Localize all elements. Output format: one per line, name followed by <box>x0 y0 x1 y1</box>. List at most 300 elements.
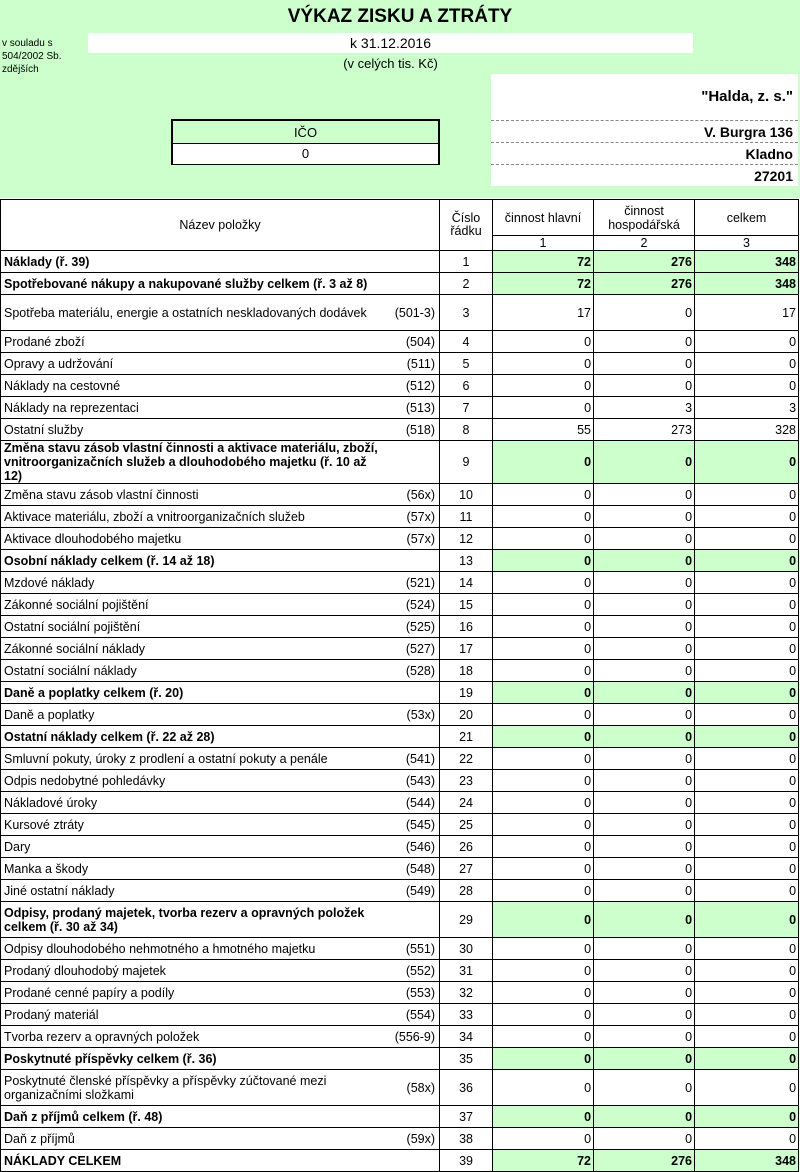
value-main[interactable]: 0 <box>493 550 594 572</box>
table-row <box>1 814 799 836</box>
account-code: (53x) <box>382 704 440 726</box>
account-code <box>382 1048 440 1070</box>
value-total[interactable]: 17 <box>695 295 799 331</box>
value-main[interactable]: 0 <box>493 726 594 748</box>
table-row <box>1 1150 799 1172</box>
value-main[interactable]: 72 <box>493 251 594 273</box>
row-number: 7 <box>440 397 493 419</box>
account-code: (504) <box>382 331 440 353</box>
value-main[interactable]: 0 <box>493 638 594 660</box>
value-economic[interactable]: 0 <box>594 572 695 594</box>
column-number-main: 1 <box>493 236 594 251</box>
value-total[interactable]: 0 <box>695 331 799 353</box>
row-number: 13 <box>440 550 493 572</box>
value-total[interactable]: 0 <box>695 484 799 506</box>
table-row <box>1 528 799 550</box>
value-economic[interactable]: 276 <box>594 1150 695 1172</box>
account-code: (57x) <box>382 506 440 528</box>
row-number: 3 <box>440 295 493 331</box>
row-number: 4 <box>440 331 493 353</box>
value-main[interactable]: 0 <box>493 880 594 902</box>
table-row <box>1 770 799 792</box>
value-economic[interactable]: 0 <box>594 616 695 638</box>
value-total[interactable]: 0 <box>695 682 799 704</box>
value-main[interactable]: 72 <box>493 273 594 295</box>
account-code <box>382 682 440 704</box>
table-row <box>1 748 799 770</box>
value-total[interactable]: 0 <box>695 353 799 375</box>
account-code: (552) <box>382 960 440 982</box>
value-economic[interactable]: 0 <box>594 836 695 858</box>
value-total[interactable]: 0 <box>695 506 799 528</box>
row-label: Opravy a udržování <box>1 353 382 375</box>
row-label: Daně a poplatky celkem (ř. 20) <box>1 682 382 704</box>
value-economic[interactable]: 0 <box>594 880 695 902</box>
value-economic[interactable]: 0 <box>594 726 695 748</box>
row-label: Zákonné sociální pojištění <box>1 594 382 616</box>
account-code: (527) <box>382 638 440 660</box>
value-main[interactable]: 0 <box>493 1004 594 1026</box>
row-number: 14 <box>440 572 493 594</box>
row-label: Manka a škody <box>1 858 382 880</box>
row-label: Daň z příjmů <box>1 1128 382 1150</box>
value-main[interactable]: 0 <box>493 331 594 353</box>
table-row <box>1 858 799 880</box>
row-number: 29 <box>440 902 493 938</box>
account-code: (528) <box>382 660 440 682</box>
row-label: Osobní náklady celkem (ř. 14 až 18) <box>1 550 382 572</box>
value-main[interactable]: 0 <box>493 836 594 858</box>
account-code: (548) <box>382 858 440 880</box>
row-number: 16 <box>440 616 493 638</box>
column-number-economic: 2 <box>594 236 695 251</box>
row-label: Mzdové náklady <box>1 572 382 594</box>
value-economic[interactable]: 0 <box>594 550 695 572</box>
legal-note-line: v souladu s <box>2 38 53 49</box>
value-total[interactable]: 328 <box>695 419 799 441</box>
value-economic[interactable]: 0 <box>594 814 695 836</box>
value-total[interactable]: 0 <box>695 572 799 594</box>
row-number: 28 <box>440 880 493 902</box>
account-code: (549) <box>382 880 440 902</box>
account-code: (544) <box>382 792 440 814</box>
value-main[interactable]: 0 <box>493 616 594 638</box>
row-label: Prodaný materiál <box>1 1004 382 1026</box>
value-total[interactable]: 348 <box>695 1150 799 1172</box>
account-code <box>382 902 440 938</box>
value-total[interactable]: 0 <box>695 1048 799 1070</box>
value-total[interactable]: 0 <box>695 748 799 770</box>
value-economic[interactable]: 0 <box>594 506 695 528</box>
row-label: Ostatní náklady celkem (ř. 22 až 28) <box>1 726 382 748</box>
value-main[interactable]: 0 <box>493 704 594 726</box>
value-main[interactable]: 0 <box>493 1070 594 1106</box>
value-economic[interactable]: 0 <box>594 982 695 1004</box>
value-main[interactable]: 0 <box>493 1128 594 1150</box>
report-header <box>0 0 800 198</box>
row-number: 26 <box>440 836 493 858</box>
column-header-main: činnost hlavní <box>493 200 594 236</box>
ico-label: IČO <box>173 121 438 144</box>
account-code <box>382 726 440 748</box>
table-row <box>1 419 799 441</box>
value-total[interactable]: 0 <box>695 902 799 938</box>
row-label: Smluvní pokuty, úroky z prodlení a ostatní pokuty a penále <box>1 748 382 770</box>
value-economic[interactable]: 0 <box>594 375 695 397</box>
row-label: Odpis nedobytné pohledávky <box>1 770 382 792</box>
account-code: (518) <box>382 419 440 441</box>
account-code <box>382 1150 440 1172</box>
report-units: (v celých tis. Kč) <box>343 56 438 71</box>
table-row <box>1 1128 799 1150</box>
row-label: Náklady na reprezentaci <box>1 397 382 419</box>
row-number: 38 <box>440 1128 493 1150</box>
value-total[interactable]: 0 <box>695 1026 799 1048</box>
account-code <box>382 251 440 273</box>
value-main[interactable]: 0 <box>493 960 594 982</box>
row-number: 21 <box>440 726 493 748</box>
value-main[interactable]: 0 <box>493 1026 594 1048</box>
value-main[interactable]: 0 <box>493 441 594 484</box>
value-main[interactable]: 0 <box>493 858 594 880</box>
row-number: 2 <box>440 273 493 295</box>
row-number: 17 <box>440 638 493 660</box>
organization-box <box>491 74 798 186</box>
report-title: VÝKAZ ZISKU A ZTRÁTY <box>287 6 513 27</box>
value-economic[interactable]: 276 <box>594 251 695 273</box>
account-code <box>382 1106 440 1128</box>
value-main[interactable]: 0 <box>493 353 594 375</box>
account-code: (543) <box>382 770 440 792</box>
organization-city[interactable]: Kladno <box>745 146 793 162</box>
table-row <box>1 397 799 419</box>
table-row <box>1 880 799 902</box>
row-number: 35 <box>440 1048 493 1070</box>
ico-box <box>171 119 440 165</box>
table-row <box>1 594 799 616</box>
row-label: Prodaný dlouhodobý majetek <box>1 960 382 982</box>
value-economic[interactable]: 0 <box>594 960 695 982</box>
row-number: 39 <box>440 1150 493 1172</box>
value-main[interactable]: 0 <box>493 770 594 792</box>
value-economic[interactable]: 273 <box>594 419 695 441</box>
value-economic[interactable]: 0 <box>594 938 695 960</box>
row-label: Aktivace dlouhodobého majetku <box>1 528 382 550</box>
table-row <box>1 1004 799 1026</box>
value-economic[interactable]: 0 <box>594 331 695 353</box>
organization-street[interactable]: V. Burgra 136 <box>704 124 793 140</box>
value-total[interactable]: 0 <box>695 1128 799 1150</box>
row-label: Nákladové úroky <box>1 792 382 814</box>
value-total[interactable]: 0 <box>695 660 799 682</box>
account-code: (521) <box>382 572 440 594</box>
row-label: Odpisy, prodaný majetek, tvorba rezerv a opravných položek celkem (ř. 30 až 34) <box>1 902 382 938</box>
table-row <box>1 960 799 982</box>
row-label: NÁKLADY CELKEM <box>1 1150 382 1172</box>
legal-note-line: 504/2002 Sb. <box>2 51 62 62</box>
value-main[interactable]: 0 <box>493 572 594 594</box>
value-total[interactable]: 0 <box>695 375 799 397</box>
row-number: 22 <box>440 748 493 770</box>
row-label: Odpisy dlouhodobého nehmotného a hmotného majetku <box>1 938 382 960</box>
row-label: Kursové ztráty <box>1 814 382 836</box>
value-main[interactable]: 0 <box>493 375 594 397</box>
value-total[interactable]: 0 <box>695 704 799 726</box>
account-code: (545) <box>382 814 440 836</box>
table-row <box>1 484 799 506</box>
table-row <box>1 251 799 273</box>
value-total[interactable]: 0 <box>695 982 799 1004</box>
profit-loss-table <box>0 199 799 1172</box>
account-code: (57x) <box>382 528 440 550</box>
value-main[interactable]: 0 <box>493 660 594 682</box>
value-economic[interactable]: 0 <box>594 902 695 938</box>
account-code: (511) <box>382 353 440 375</box>
row-label: Aktivace materiálu, zboží a vnitroorganizačních služeb <box>1 506 382 528</box>
table-row <box>1 506 799 528</box>
value-main[interactable]: 0 <box>493 506 594 528</box>
table-row <box>1 353 799 375</box>
account-code: (56x) <box>382 484 440 506</box>
value-economic[interactable]: 0 <box>594 441 695 484</box>
divider <box>491 164 798 165</box>
account-code <box>382 550 440 572</box>
table-row <box>1 1048 799 1070</box>
value-total[interactable]: 0 <box>695 726 799 748</box>
table-row <box>1 1070 799 1106</box>
row-number: 1 <box>440 251 493 273</box>
value-economic[interactable]: 0 <box>594 1070 695 1106</box>
row-number: 30 <box>440 938 493 960</box>
column-header-total: celkem <box>695 200 799 236</box>
account-code: (58x) <box>382 1070 440 1106</box>
value-total[interactable]: 0 <box>695 836 799 858</box>
value-economic[interactable]: 0 <box>594 594 695 616</box>
row-label: Spotřeba materiálu, energie a ostatních neskladovaných dodávek <box>1 295 382 331</box>
report-date[interactable]: k 31.12.2016 <box>88 33 693 53</box>
row-label: Daně a poplatky <box>1 704 382 726</box>
value-total[interactable]: 3 <box>695 397 799 419</box>
table-row <box>1 1106 799 1128</box>
value-economic[interactable]: 0 <box>594 748 695 770</box>
table-row <box>1 982 799 1004</box>
value-total[interactable]: 0 <box>695 938 799 960</box>
value-economic[interactable]: 0 <box>594 704 695 726</box>
row-label: Poskytnuté členské příspěvky a příspěvky zúčtované mezi organizačními složkami <box>1 1070 382 1106</box>
row-label: Náklady na cestovné <box>1 375 382 397</box>
table-row <box>1 295 799 331</box>
row-number: 36 <box>440 1070 493 1106</box>
legal-note <box>2 37 92 76</box>
row-label: Daň z příjmů celkem (ř. 48) <box>1 1106 382 1128</box>
column-header-row-no: Číslo řádku <box>440 200 493 251</box>
table-row <box>1 375 799 397</box>
value-main[interactable]: 0 <box>493 682 594 704</box>
value-economic[interactable]: 0 <box>594 484 695 506</box>
row-number: 24 <box>440 792 493 814</box>
row-number: 31 <box>440 960 493 982</box>
value-main[interactable]: 0 <box>493 528 594 550</box>
value-main[interactable]: 0 <box>493 1106 594 1128</box>
value-total[interactable]: 0 <box>695 814 799 836</box>
value-total[interactable]: 348 <box>695 273 799 295</box>
account-code <box>382 441 440 484</box>
table-row <box>1 792 799 814</box>
table-row <box>1 616 799 638</box>
row-number: 25 <box>440 814 493 836</box>
row-number: 5 <box>440 353 493 375</box>
account-code: (501-3) <box>382 295 440 331</box>
row-number: 9 <box>440 441 493 484</box>
row-number: 20 <box>440 704 493 726</box>
row-label: Prodané zboží <box>1 331 382 353</box>
value-main[interactable]: 0 <box>493 982 594 1004</box>
row-number: 11 <box>440 506 493 528</box>
table-row <box>1 682 799 704</box>
value-total[interactable]: 348 <box>695 251 799 273</box>
row-number: 6 <box>440 375 493 397</box>
row-label: Tvorba rezerv a opravných položek <box>1 1026 382 1048</box>
column-header-name: Název položky <box>1 200 440 251</box>
account-code: (556-9) <box>382 1026 440 1048</box>
value-economic[interactable]: 0 <box>594 770 695 792</box>
row-number: 18 <box>440 660 493 682</box>
row-number: 33 <box>440 1004 493 1026</box>
value-economic[interactable]: 0 <box>594 660 695 682</box>
row-label: Spotřebované nákupy a nakupované služby celkem (ř. 3 až 8) <box>1 273 382 295</box>
row-label: Poskytnuté příspěvky celkem (ř. 36) <box>1 1048 382 1070</box>
value-economic[interactable]: 0 <box>594 528 695 550</box>
account-code: (554) <box>382 1004 440 1026</box>
value-total[interactable]: 0 <box>695 960 799 982</box>
row-label: Ostatní sociální náklady <box>1 660 382 682</box>
table-row <box>1 704 799 726</box>
value-main[interactable]: 0 <box>493 748 594 770</box>
value-total[interactable]: 0 <box>695 594 799 616</box>
row-number: 8 <box>440 419 493 441</box>
account-code <box>382 273 440 295</box>
row-number: 15 <box>440 594 493 616</box>
table-row <box>1 273 799 295</box>
row-label: Dary <box>1 836 382 858</box>
table-row <box>1 1026 799 1048</box>
value-total[interactable]: 0 <box>695 638 799 660</box>
row-label: Náklady (ř. 39) <box>1 251 382 273</box>
account-code: (541) <box>382 748 440 770</box>
value-total[interactable]: 0 <box>695 550 799 572</box>
value-total[interactable]: 0 <box>695 528 799 550</box>
value-economic[interactable]: 0 <box>594 1004 695 1026</box>
row-number: 12 <box>440 528 493 550</box>
value-economic[interactable]: 0 <box>594 1106 695 1128</box>
row-label: Zákonné sociální náklady <box>1 638 382 660</box>
value-total[interactable]: 0 <box>695 616 799 638</box>
value-total[interactable]: 0 <box>695 858 799 880</box>
account-code: (59x) <box>382 1128 440 1150</box>
account-code: (512) <box>382 375 440 397</box>
divider <box>491 142 798 143</box>
row-number: 19 <box>440 682 493 704</box>
account-code: (551) <box>382 938 440 960</box>
value-total[interactable]: 0 <box>695 770 799 792</box>
account-code: (553) <box>382 982 440 1004</box>
value-economic[interactable]: 0 <box>594 682 695 704</box>
value-economic[interactable]: 0 <box>594 1026 695 1048</box>
table-row <box>1 726 799 748</box>
value-economic[interactable]: 0 <box>594 638 695 660</box>
account-code: (524) <box>382 594 440 616</box>
row-label: Ostatní služby <box>1 419 382 441</box>
value-economic[interactable]: 0 <box>594 792 695 814</box>
value-main[interactable]: 0 <box>493 594 594 616</box>
table-row <box>1 441 799 484</box>
value-main[interactable]: 0 <box>493 814 594 836</box>
value-main[interactable]: 72 <box>493 1150 594 1172</box>
value-main[interactable]: 55 <box>493 419 594 441</box>
value-main[interactable]: 0 <box>493 792 594 814</box>
value-total[interactable]: 0 <box>695 1004 799 1026</box>
ico-value[interactable]: 0 <box>173 144 438 164</box>
row-label: Změna stavu zásob vlastní činnosti a aktivace materiálu, zboží, vnitroorganizačních služeb a dlouhodobého majetku (ř. 10 až 12) <box>1 441 382 484</box>
value-economic[interactable]: 276 <box>594 273 695 295</box>
table-row <box>1 572 799 594</box>
row-number: 37 <box>440 1106 493 1128</box>
value-total[interactable]: 0 <box>695 1106 799 1128</box>
table-row <box>1 550 799 572</box>
column-header-row <box>1 200 799 236</box>
table-row <box>1 938 799 960</box>
value-total[interactable]: 0 <box>695 1070 799 1106</box>
value-main[interactable]: 0 <box>493 397 594 419</box>
row-label: Ostatní sociální pojištění <box>1 616 382 638</box>
account-code: (513) <box>382 397 440 419</box>
value-economic[interactable]: 0 <box>594 858 695 880</box>
row-label: Změna stavu zásob vlastní činnosti <box>1 484 382 506</box>
value-economic[interactable]: 0 <box>594 1048 695 1070</box>
divider <box>491 120 798 121</box>
row-number: 27 <box>440 858 493 880</box>
value-total[interactable]: 0 <box>695 792 799 814</box>
value-total[interactable]: 0 <box>695 880 799 902</box>
row-number: 32 <box>440 982 493 1004</box>
value-economic[interactable]: 0 <box>594 353 695 375</box>
value-total[interactable]: 0 <box>695 441 799 484</box>
table-row <box>1 660 799 682</box>
value-economic[interactable]: 0 <box>594 295 695 331</box>
account-code: (525) <box>382 616 440 638</box>
value-economic[interactable]: 3 <box>594 397 695 419</box>
value-main[interactable]: 17 <box>493 295 594 331</box>
row-number: 34 <box>440 1026 493 1048</box>
column-header-economic: činnost hospodářská <box>594 200 695 236</box>
account-code: (546) <box>382 836 440 858</box>
table-row <box>1 331 799 353</box>
table-row <box>1 902 799 938</box>
organization-name[interactable]: "Halda, z. s." <box>701 88 793 105</box>
value-main[interactable]: 0 <box>493 902 594 938</box>
row-label: Jiné ostatní náklady <box>1 880 382 902</box>
value-main[interactable]: 0 <box>493 484 594 506</box>
organization-zip[interactable]: 27201 <box>754 168 793 184</box>
table-row <box>1 638 799 660</box>
value-main[interactable]: 0 <box>493 1048 594 1070</box>
column-number-total: 3 <box>695 236 799 251</box>
value-main[interactable]: 0 <box>493 938 594 960</box>
value-economic[interactable]: 0 <box>594 1128 695 1150</box>
table-row <box>1 836 799 858</box>
row-number: 23 <box>440 770 493 792</box>
legal-note-line: zdějších <box>2 64 39 75</box>
